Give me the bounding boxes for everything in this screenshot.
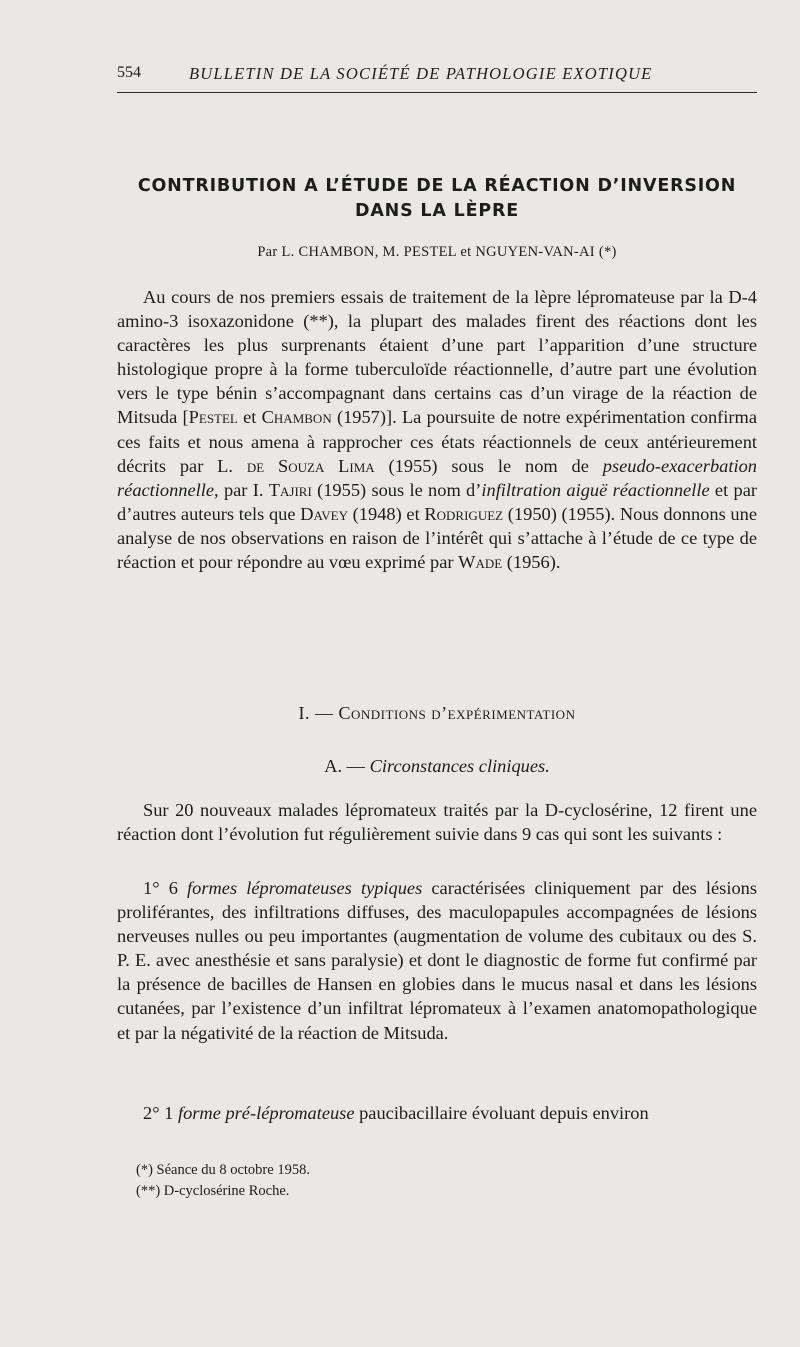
author-ref-rodriguez: Rodriguez — [424, 503, 504, 524]
list-item-1 — [117, 876, 757, 1045]
author-ref-davey: Davey — [300, 503, 348, 524]
author-ref-tajiri: Tajiri — [268, 479, 312, 500]
intro-text-3: (1957)]. La poursuite de notre expérimentation confirma ces faits et nous amena à rapprocher ces états réactionnels de ceux antérieurement décrits par L. — [117, 407, 758, 476]
subsection-prefix: A. — — [324, 756, 370, 776]
term-pseudo-exacerbation: pseudo-exacerbation réactionnelle — [117, 455, 757, 500]
article-title-line-1: CONTRIBUTION A L’ÉTUDE DE LA RÉACTION D’INVERSION — [137, 176, 737, 196]
list-item-2-text: paucibacillaire évoluant depuis environ — [354, 1103, 649, 1123]
paragraph-patients: Sur 20 nouveaux malades lépromateux traités par la D-cyclosérine, 12 firent une réaction dont l’évolution fut régulièrement suivie dans 9 cas qui sont les suivants : — [117, 800, 757, 845]
running-head — [117, 64, 757, 90]
author-ref-chambon: Chambon — [261, 407, 332, 428]
footnote-2: (**) D-cyclosérine Roche. — [136, 1183, 290, 1199]
header-rule — [117, 92, 757, 93]
section-title: Conditions d’expérimentation — [338, 703, 576, 723]
intro-text-7: et par d’autres auteurs tels que — [117, 479, 757, 524]
subsection-heading-a — [117, 756, 757, 777]
author-ref-souza-lima: de Souza Lima — [246, 455, 375, 476]
intro-paragraph — [117, 285, 757, 574]
subsection-title: Circonstances cliniques. — [369, 756, 550, 776]
list-item-2-emphasis: forme pré-lépromateuse — [177, 1103, 355, 1123]
section-prefix: I. — — [298, 703, 339, 723]
page-number: 554 — [117, 64, 141, 81]
intro-text-4: (1955) sous le nom de — [374, 455, 603, 476]
article-title — [110, 174, 764, 224]
journal-name: BULLETIN DE LA SOCIÉTÉ DE PATHOLOGIE EXOTIQUE — [189, 64, 653, 83]
intro-text-5: , par I. — [214, 479, 269, 500]
intro-text-1: Au cours de nos premiers essais de traitement de la lèpre lépromateuse par la D-4 amino-3 isoxazonidone (**), la plupart des malades firent des réactions dont les caractères les plus surprenants étaient d’une part l’apparition d’une structure histologique propre à la forme tuberculoïde réactionnelle, d’autre part une évolution vers le type bénin s’accompagnant dans certains cas d’un virage de la réaction de Mitsuda [ — [117, 287, 757, 428]
list-item-1-text: caractérisées cliniquement par des lésions proliférantes, des infiltrations diffuses, des maculopapules accompagnées de lésions nerveuses nulles ou peu importantes (augmentation de volume des cubitaux ou des S. P. E. avec anesthésie et sans paralysie) et dont le diagnostic de forme fut confirmé par la présence de bacilles de Hansen en globies dans le mucus nasal et dans les lésions cutanées, par l’existence d’un infiltrat lépromateux à l’examen anatomopathologique et par la négativité de la réaction de Mitsuda. — [117, 878, 757, 1043]
term-infiltration: infiltration aiguë réactionnelle — [481, 479, 710, 500]
section-heading-1 — [117, 703, 757, 724]
list-item-1-emphasis: formes lépromateuses typiques — [187, 878, 423, 898]
list-item-2-number: 2° 1 — [143, 1103, 178, 1123]
article-title-line-2: DANS LA LÈPRE — [355, 201, 519, 221]
footnote-1: (*) Séance du 8 octobre 1958. — [136, 1162, 310, 1178]
list-item-2 — [117, 1101, 757, 1125]
intro-text-6: (1955) sous le nom d’ — [311, 479, 482, 500]
list-item-1-number: 1° 6 — [143, 878, 188, 898]
author-ref-pestel: Pestel — [188, 407, 238, 428]
authors-line: Par L. CHAMBON, M. PESTEL et NGUYEN-VAN-AI (*) — [257, 244, 617, 260]
intro-text-10: (1956). — [502, 552, 561, 573]
intro-text-2: et — [237, 407, 262, 428]
author-ref-wade: Wade — [458, 552, 503, 573]
intro-text-8: (1948) et — [347, 503, 425, 524]
intro-text-9: (1950) (1955). Nous donnons une analyse de nos observations en raison de l’intérêt qui s’attache à l’étude de ce type de réaction et pour répondre au vœu exprimé par — [117, 503, 757, 573]
footnotes — [136, 1160, 736, 1202]
